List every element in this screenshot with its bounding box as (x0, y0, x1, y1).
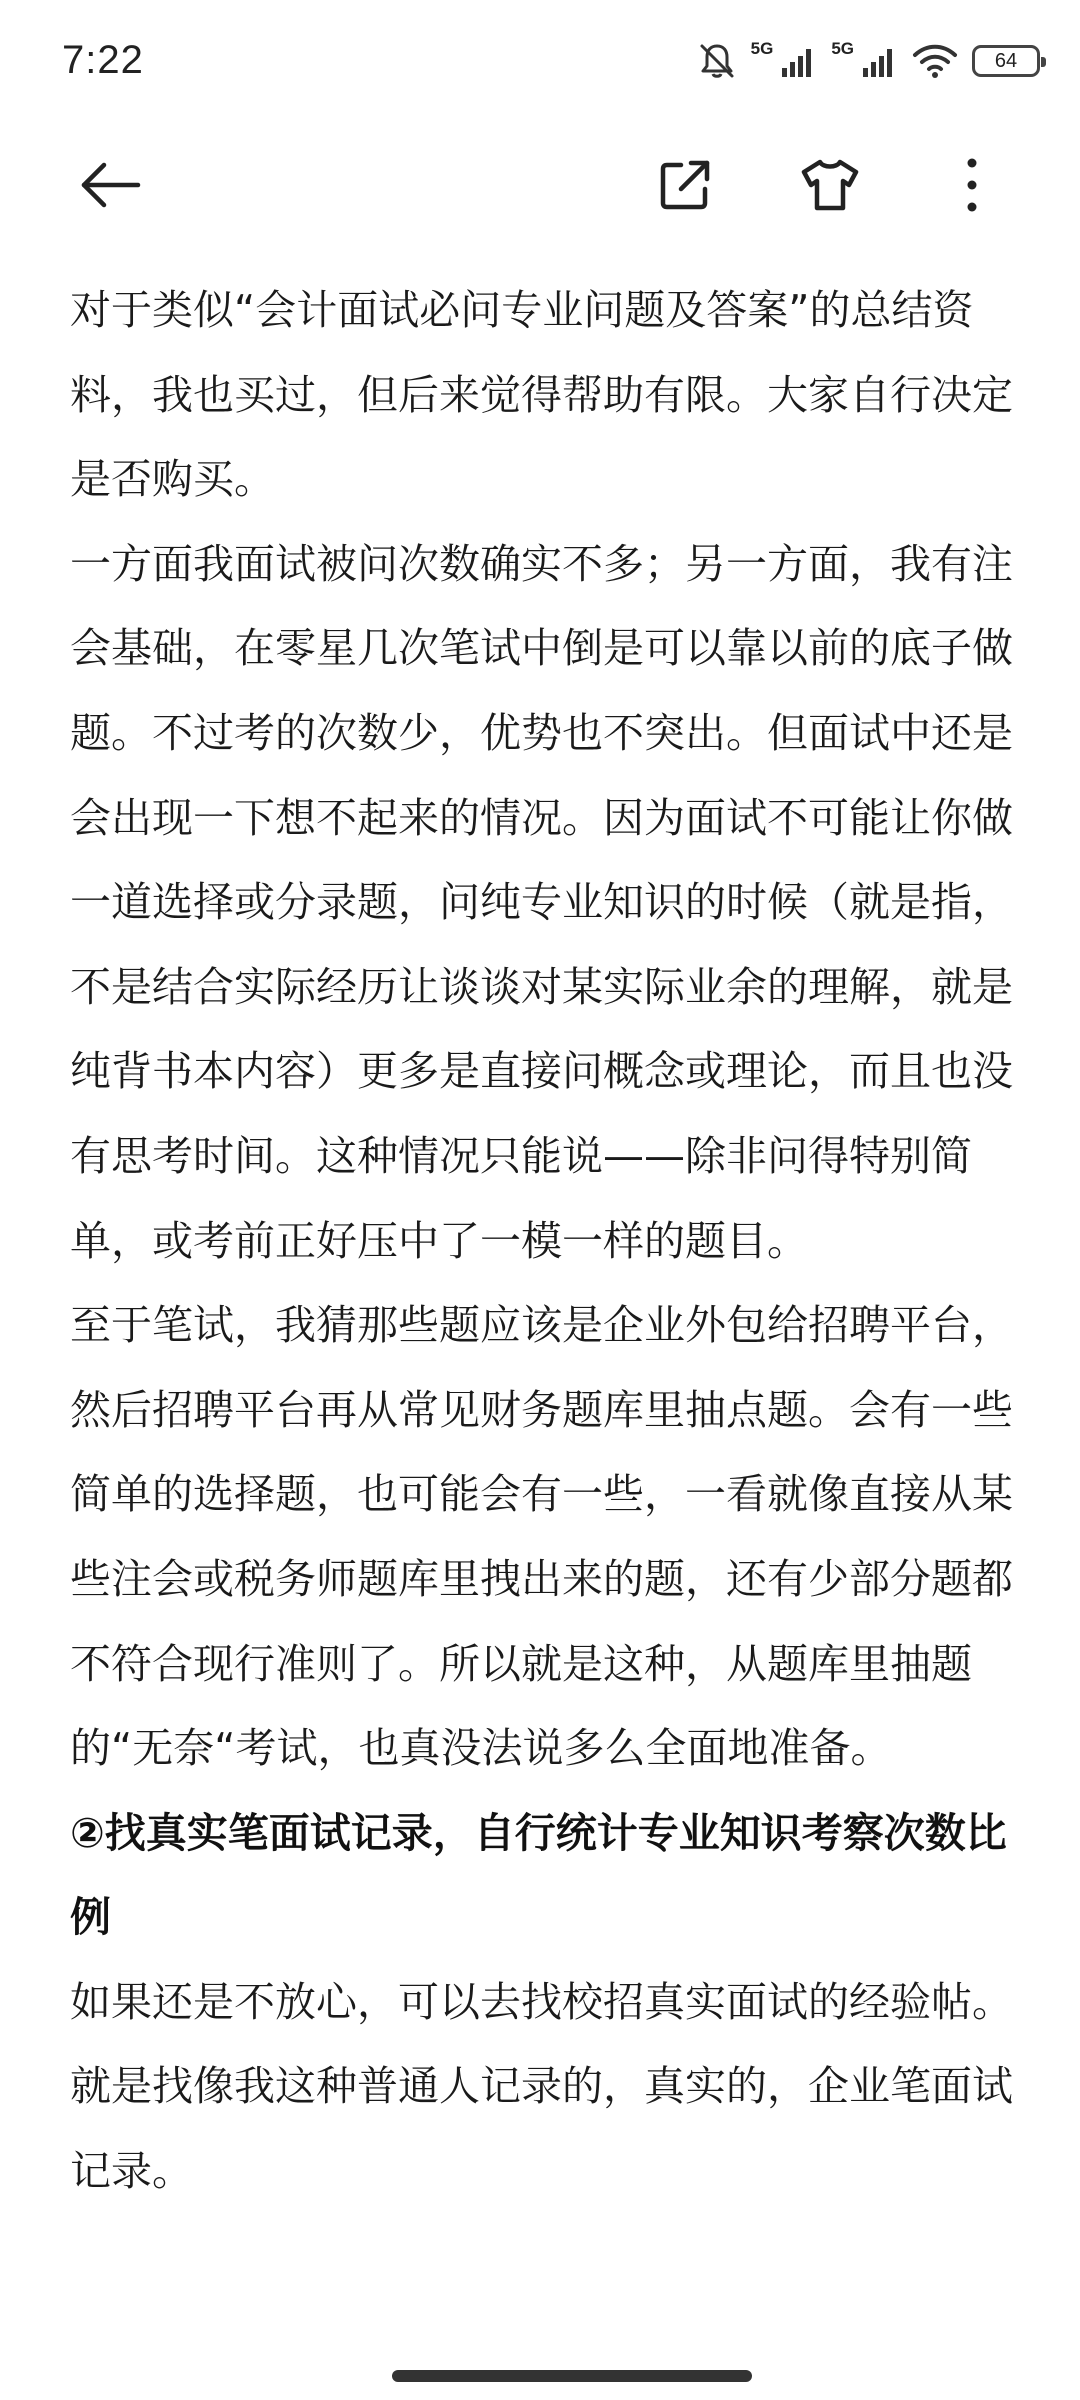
share-external-icon (657, 157, 713, 213)
share-button[interactable] (645, 145, 725, 225)
battery-level: 64 (994, 49, 1018, 72)
t-shirt-icon (800, 158, 860, 212)
home-gesture-bar[interactable] (392, 2370, 752, 2382)
theme-button[interactable] (790, 145, 870, 225)
wifi-icon (912, 43, 958, 79)
battery-icon (972, 45, 1040, 77)
article-paragraph: 对于类似“会计面试必问专业问题及答案”的总结资料，我也买过，但后来觉得帮助有限。大家自行决定是否购买。 (70, 286, 1013, 504)
status-icons (697, 36, 1040, 86)
signal-icon (781, 44, 817, 78)
network-type-1: 5G (750, 39, 774, 58)
article-paragraph: 至于笔试，我猜那些题应该是企业外包给招聘平台，然后招聘平台再从常见财务题库里抽点题。会有一些简单的选择题，也可能会有一些，一看就像直接从某些注会或税务师题库里拽出来的题，还有少部分题都不符合现行准则了。所以就是这种，从题库里抽题的“无奈“考试，也真没法说多么全面地准备。 (70, 1301, 1013, 1773)
article-paragraph: 一方面我面试被问次数确实不多；另一方面，我有注会基础，在零星几次笔试中倒是可以靠以前的底子做题。不过考的次数少，优势也不突出。但面试中还是会出现一下想不起来的情况。因为面试不可能让你做一道选择或分录题，问纯专业知识的时候（就是指，不是结合实际经历让谈谈对某实际业余的理解，就是纯背书本内容）更多是直接问概念或理论，而且也没有思考时间。这种情况只能说——除非问得特别简单，或考前正好压中了一模一样的题目。 (70, 539, 1013, 1265)
network-type-2: 5G (831, 39, 854, 58)
status-bar (0, 0, 1080, 130)
more-options-button[interactable] (932, 145, 1012, 225)
back-button[interactable] (70, 145, 150, 225)
article-paragraph: 如果还是不放心，可以去找校招真实面试的经验帖。就是找像我这种普通人记录的，真实的，企业笔面试记录。 (70, 1977, 1013, 2196)
status-time: 7:22 (62, 38, 144, 82)
more-vertical-icon (962, 155, 982, 215)
signal-icon-2 (862, 44, 898, 78)
article-body (70, 268, 1020, 2214)
section-heading: ②找真实笔面试记录，自行统计专业知识考察次数比例 (70, 1808, 1007, 1942)
arrow-left-icon (78, 160, 142, 210)
top-app-bar (0, 130, 1080, 240)
mute-bell-icon (697, 41, 737, 81)
